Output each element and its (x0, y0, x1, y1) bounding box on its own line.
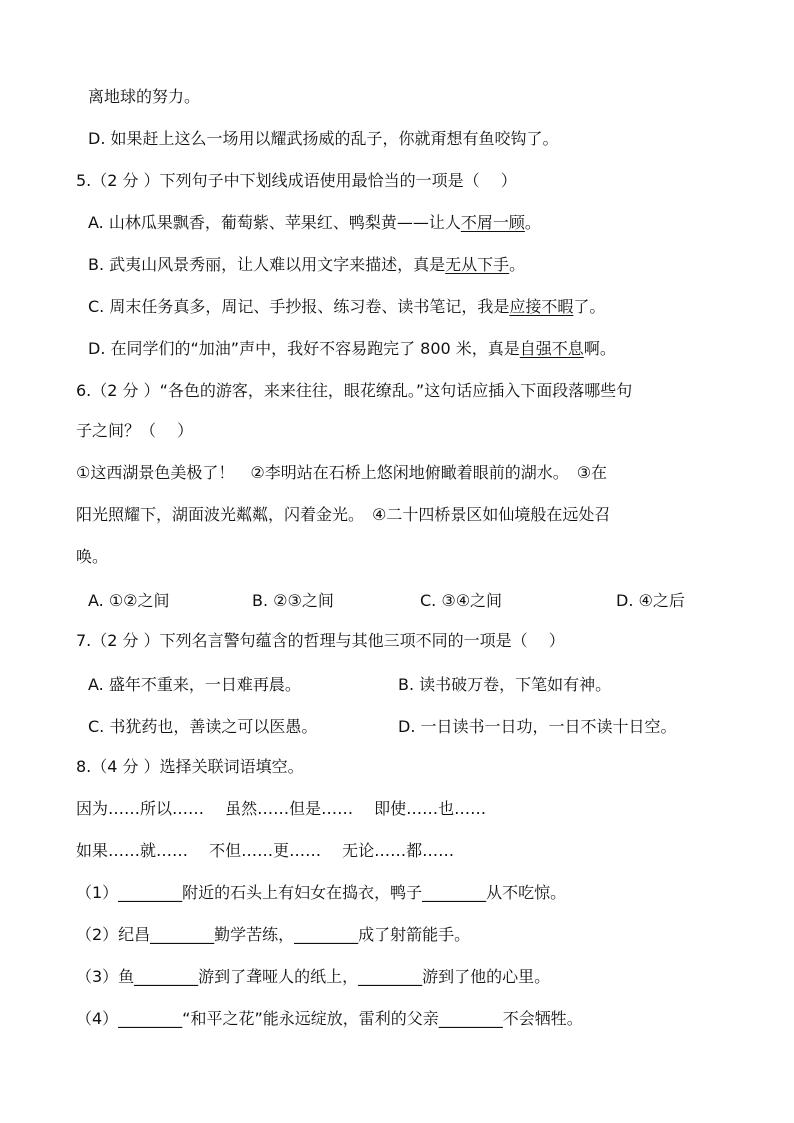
q8-sentence-3: （3）鱼________游到了聋哑人的纸上，________游到了他的心里。 (76, 967, 551, 986)
q5-d-pre: D. 在同学们的“加油”声中，我好不容易跑完了 800 米，真是 (88, 339, 520, 358)
q6-option-b: B. ②③之间 (252, 591, 334, 610)
q5-option-b (88, 254, 525, 276)
q6-stem-line1: 6.（2 分 ）“各色的游客，来来往往，眼花缭乱。”这句话应插入下面段落哪些句 (76, 381, 633, 400)
q5-stem: 5.（2 分 ）下列句子中下划线成语使用最恰当的一项是（ ） (76, 171, 517, 190)
prev-option-d: D. 如果赶上这么一场用以耀武扬威的乱子，你就甭想有鱼咬钩了。 (88, 129, 559, 148)
q7-option-b: B. 读书破万卷，下笔如有神。 (398, 675, 612, 694)
q6-option-d: D. ④之后 (616, 591, 685, 610)
q5-c-post: 了。 (573, 297, 606, 316)
q8-sentence-2: （2）纪昌________勤学苦练，________成了射箭能手。 (76, 925, 471, 944)
q6-passage-line3: 唤。 (76, 547, 109, 566)
q5-option-a (88, 212, 541, 234)
q5-c-pre: C. 周末任务真多，周记、手抄报、练习卷、读书笔记，我是 (88, 297, 510, 316)
q8-word-options-line1: 因为……所以…… 虽然……但是…… 即使……也…… (76, 799, 487, 818)
q7-option-a: A. 盛年不重来，一日难再晨。 (88, 675, 301, 694)
q8-sentence-4: （4）________“和平之花”能永远绽放，雷利的父亲________不会牺牲。 (76, 1009, 583, 1028)
q6-stem-line2: 子之间？（ ） (76, 421, 194, 440)
q8-sentence-1: （1）________附近的石头上有妇女在捣衣，鸭子________从不吃惊。 (76, 883, 567, 902)
q7-stem: 7.（2 分 ）下列名言警句蕴含的哲理与其他三项不同的一项是（ ） (76, 631, 565, 650)
prev-option-c-tail: 离地球的努力。 (88, 87, 201, 106)
q5-c-underlined: 应接不暇 (509, 297, 574, 316)
q5-option-c (88, 296, 605, 318)
q5-b-post: 。 (509, 255, 526, 274)
q5-d-post: 啊。 (583, 339, 616, 358)
q6-passage-line2: 阳光照耀下，湖面波光粼粼，闪着金光。 ④二十四桥景区如仙境般在远处召 (76, 505, 611, 524)
q8-stem: 8.（4 分 ）选择关联词语填空。 (76, 757, 304, 776)
q7-option-c: C. 书犹药也，善读之可以医愚。 (88, 717, 318, 736)
q5-option-d (88, 338, 616, 360)
q5-a-post: 。 (524, 213, 541, 232)
q5-a-pre: A. 山林瓜果飘香，葡萄紫、苹果红、鸭梨黄——让人 (88, 213, 461, 232)
q6-passage-line1: ①这西湖景色美极了！ ②李明站在石桥上悠闲地俯瞰着眼前的湖水。 ③在 (76, 463, 608, 482)
q6-option-a: A. ①②之间 (88, 591, 170, 610)
q7-option-d: D. 一日读书一日功，一日不读十日空。 (398, 717, 677, 736)
q6-option-c: C. ③④之间 (420, 591, 503, 610)
q5-b-pre: B. 武夷山风景秀丽，让人难以用文字来描述，真是 (88, 255, 446, 274)
q8-word-options-line2: 如果……就…… 不但……更…… 无论……都…… (76, 841, 455, 860)
q5-b-underlined: 无从下手 (445, 255, 510, 274)
q5-d-underlined: 自强不息 (519, 339, 584, 358)
q5-a-underlined: 不屑一顾 (460, 213, 525, 232)
